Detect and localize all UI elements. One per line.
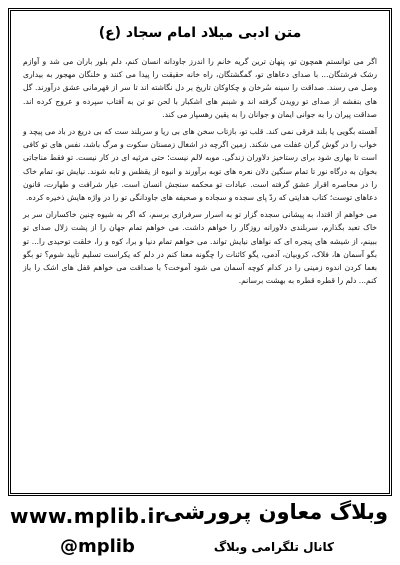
telegram-channel-label: کانال تلگرامی وبلاگ	[213, 540, 334, 554]
paragraph-2: آهسته بگویی یا بلند فرقی نمی کند. قلب تو، بازتاب سخن های بی ریا و سربلند ست که بی دریغ در باد می پیچد و خواب را در گوش گران غفلت می شکند. زمین اگرچه در اشغال زمستان سکوت و مرگ باشد، نفس های تو کافی است تا بهاری شود برای رستاخیز دلاوران زندگی. موبه لالم نیست؛ حتی مرثیه ای در کار نیست. تو فقط مناجاتی بخوان به درگاه نور تا تمام سنگین دلان نعره های توبه برآورند و انبوه از یقظس و تابه شوند. نیایش تو، تمام خاک را در محاصره اقرار عشق گرفته است. عبادات تو محکمه سنجش انسان است. عیار شرافت و طهارت، قانون دعاهای توست؛ کتاب هدایتی که ردّ پای سجده و سجاده و صحیفه های جاودانگی تو را در واژه هایش ذخیره کرده.	[23, 127, 377, 203]
telegram-handle[interactable]: @mplib	[60, 536, 135, 557]
paragraph-1: اگر می توانستم همچون تو، پنهان ترین گریه خانم را اندرز جاودانه انسان کنم، دلم بلور باران می شد و آوازم رشک فرشتگان... با صدای دعاهای تو، گمگشتگان، راه خانه حقیقت را پیدا می کنند و خلنگان مهجور به بیداری وصل می رسند. صداقت را سینه سُرخان و چکاوکان تاریخ بر دل نگاشته اند تا سر از قهرمانی عشق درآورند. گل های بنفشه از صدای تو رویدن گرفته اند و شبنم های اشکبار با لحن تو تن به آفتاب سپرده و عروج کرده اند. صداقت پیران را به جوانی ایمان و جوانان را به یقین رهسپار می کند.	[23, 57, 377, 119]
website-url[interactable]: www.mplib.ir	[10, 504, 166, 528]
blog-name: وبلاگ معاون پرورشی	[163, 500, 388, 524]
footer-banner	[0, 498, 400, 565]
document-title: متن ادبی میلاد امام سجاد (ع)	[98, 25, 302, 41]
document-frame	[8, 8, 392, 496]
paragraph-3: می خواهم از اقتدا، به پیشانی سجده گزار تو به اسرار سرفرازی برسم، که اگر به شیوه چنین خاکساران سر بر خاک تعبد بگذارم، سربلندی دلاورانه روزگار را خواهم داشت. می خواهم تمام جهان را از پشت زلال صدای تو ببینم، از شیشه های پنجره ای که نواهای نیایش تواند. می خواهم تمام دنیا و برا، کوه و را، خلقت توحیدی را... تو بگو آسمان ها، فلاک، کروبیان، آدمی، یگو کائنات را چگونه معنا کنم در دلم که یکراست تسلیم تأیید شوم؟ تو بگو بغما کردن اندوه زمینی را در کدام کوچه آسمان می شود آموخت؟ با صداقت می خواهم قفل های اشک را باز کنم... دلم را قطره قطره به بهشت برسانم.	[23, 210, 377, 286]
